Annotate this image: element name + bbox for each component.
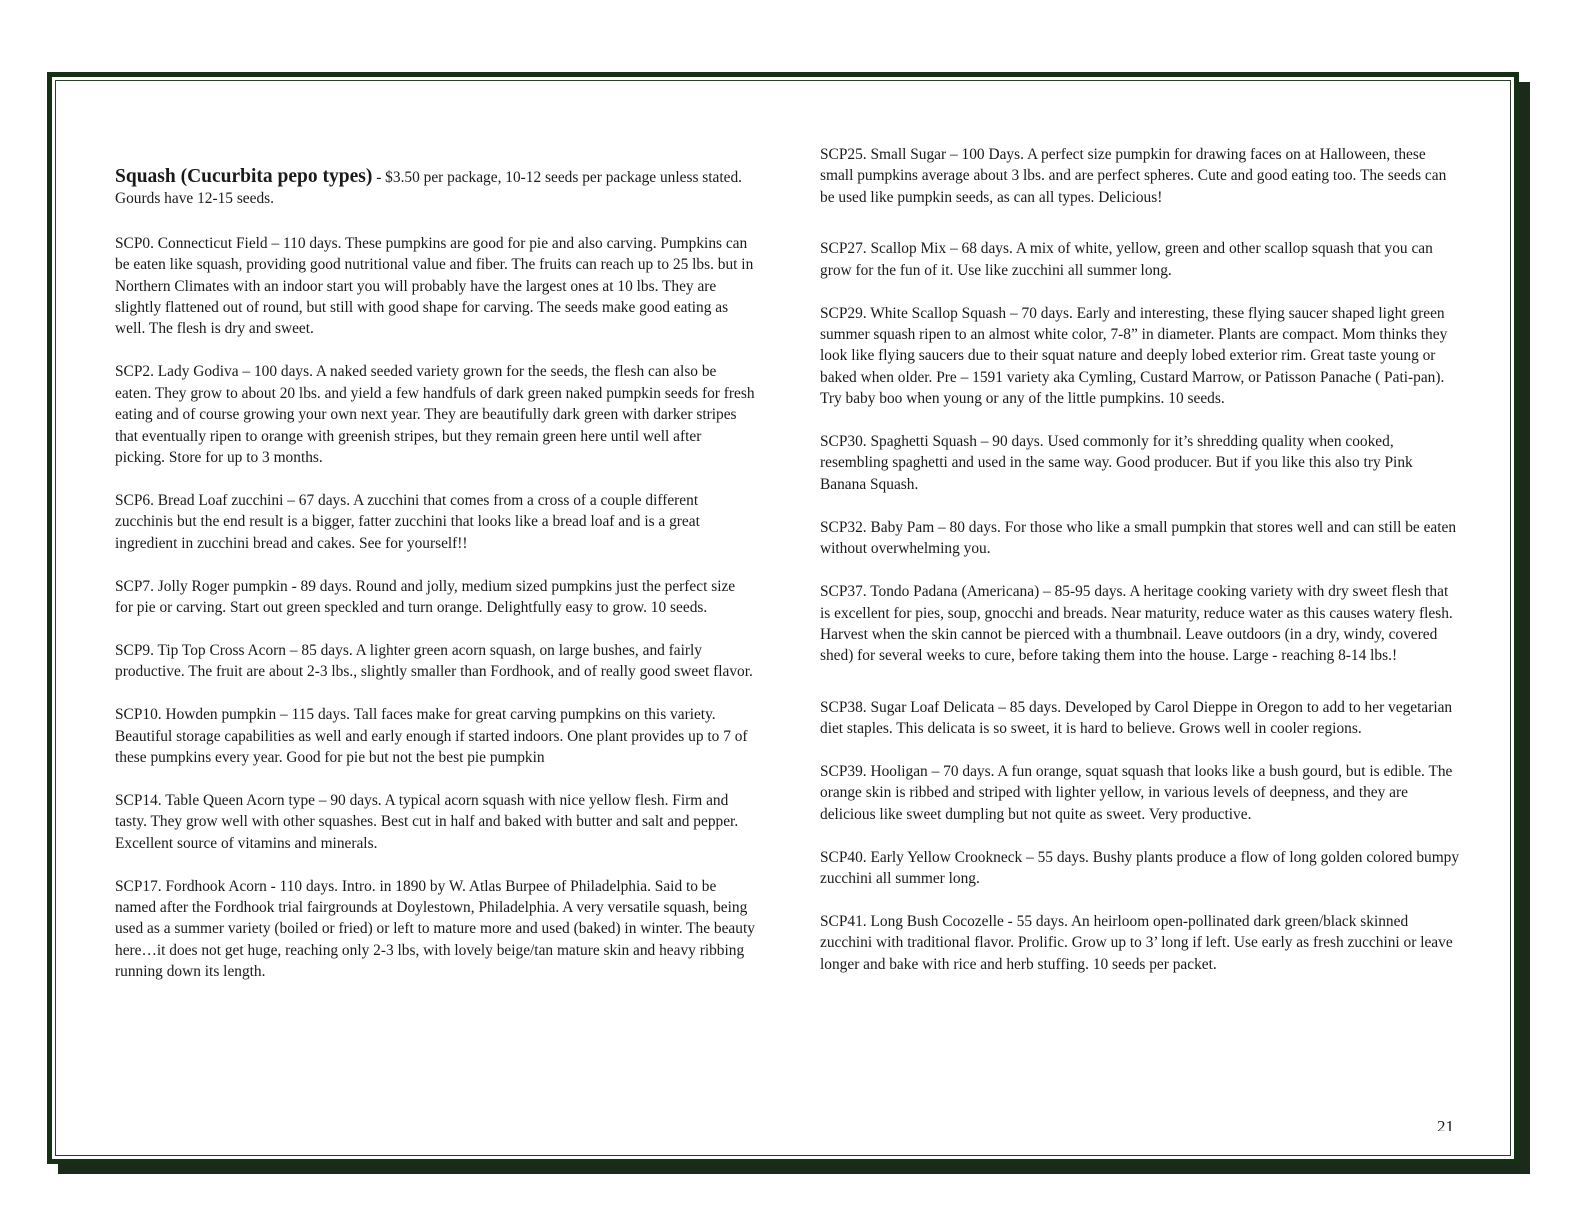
seed-entry-scp27: SCP27. Scallop Mix – 68 days. A mix of white, yellow, green and other scallop squash that you can grow for the fun of it. Use like zucchini all summer long. — [820, 240, 1433, 279]
seed-entry-scp32: SCP32. Baby Pam – 80 days. For those who like a small pumpkin that stores well and can still be eaten without overwhelming you. — [820, 518, 1457, 558]
seed-entry-scp41: SCP41. Long Bush Cocozelle - 55 days. An heirloom open-pollinated dark green/black skinned zucchini with traditional flavor. Prolific. Grow up to 3’ long if left. Use early as fresh zucchini or leave longer and bake with rice and herb stuffing. 10 seeds per packet. — [820, 913, 1453, 973]
seed-entry-scp7: SCP7. Jolly Roger pumpkin - 89 days. Round and jolly, medium sized pumpkins just the perfect size for pie or carving. Start out green speckled and turn orange. Delightfully easy to grow. 10 seeds. — [115, 577, 736, 616]
seed-entry-scp2: SCP2. Lady Godiva – 100 days. A naked seeded variety grown for the seeds, the flesh can also be eaten. They grow to about 20 lbs. and yield a few handfuls of dark green naked pumpkin seeds for fresh eating and of course growing your own next year. They are beautifully dark green with darker stripes that eventually ripen to orange with greenish stripes, but they remain green here until well after picking. Store for up to 3 months. — [115, 363, 755, 466]
section-heading — [115, 166, 755, 210]
seed-entry-scp29: SCP29. White Scallop Squash – 70 days. Early and interesting, these flying saucer shaped light green summer squash ripen to an almost white color, 7-8” in diameter. Plants are compact. Mom thinks they look like flying saucers due to their squat nature and deeply lobed exterior rim. Great taste young or baked when older. Pre – 1591 variety aka Cymling, Custard Marrow, or Patisson Panache ( Pati-pan). Try baby boo when young or any of the little pumpkins. 10 seeds. — [820, 304, 1448, 408]
seed-entry-scp9: SCP9. Tip Top Cross Acorn – 85 days. A lighter green acorn squash, on large bushes, and fairly productive. The fruit are about 2-3 lbs., slightly smaller than Fordhook, and of really good sweet flavor. — [115, 641, 753, 681]
section-subtitle: - $3.50 per package, 10-12 seeds per package unless stated. Gourds have 12-15 seeds. — [115, 169, 743, 208]
seed-entry-scp37: SCP37. Tondo Padana (Americana) – 85-95 days. A heritage cooking variety with dry sweet flesh that is excellent for pies, soup, gnocchi and breads. Near maturity, reduce water as this causes watery flesh. Harvest when the skin cannot be pierced with a thumbnail. Leave outdoors (in a dry, windy, covered shed) for several weeks to cure, before taking them into the house. Large - reaching 8-14 lbs.! — [820, 583, 1453, 665]
seed-entry-scp40: SCP40. Early Yellow Crookneck – 55 days. Bushy plants produce a flow of long golden colored bumpy zucchini all summer long. — [820, 848, 1460, 888]
seed-entry-scp30: SCP30. Spaghetti Squash – 90 days. Used commonly for it’s shredding quality when cooked, resembling spaghetti and used in the same way. Good producer. But if you like this also try Pink Banana Squash. — [820, 433, 1413, 493]
right-column — [820, 144, 1460, 997]
seed-entry-scp17: SCP17. Fordhook Acorn - 110 days. Intro. in 1890 by W. Atlas Burpee of Philadelphia. Said to be named after the Fordhook trial fairgrounds at Doylestown, Philadelphia. A very versatile squash, being used as a summer variety (boiled or fried) or left to mature more and used (baked) in winter. The beauty here…it does not get huge, reaching only 2-3 lbs, with lovely beige/tan mature skin and heavy ribbing running down its length. — [115, 877, 755, 981]
section-title: Squash (Cucurbita pepo types) — [115, 166, 373, 187]
seed-entry-scp25: SCP25. Small Sugar – 100 Days. A perfect size pumpkin for drawing faces on at Halloween, these small pumpkins average about 3 lbs. and are perfect spheres. Cute and good eating too. The seeds can be used like pumpkin seeds, as can all types. Delicious! — [820, 146, 1447, 206]
page-number: 21 — [1437, 1117, 1454, 1131]
seed-entry-scp38: SCP38. Sugar Loaf Delicata – 85 days. Developed by Carol Dieppe in Oregon to add to her vegetarian diet staples. This delicata is so sweet, it is hard to believe. Grows well in cooler regions. — [820, 698, 1453, 738]
seed-entry-scp39: SCP39. Hooligan – 70 days. A fun orange, squat squash that looks like a bush gourd, but is edible. The orange skin is ribbed and striped with lighter yellow, in various levels of deepness, and they are delicious like sweet dumpling but not quite as sweet. Very productive. — [820, 763, 1453, 823]
seed-entry-scp6: SCP6. Bread Loaf zucchini – 67 days. A zucchini that comes from a cross of a couple different zucchinis but the end result is a bigger, fatter zucchini that looks like a bread loaf and is a great ingredient in zucchini bread and cakes. See for yourself!! — [115, 491, 700, 552]
seed-entry-scp14: SCP14. Table Queen Acorn type – 90 days. A typical acorn squash with nice yellow flesh. Firm and tasty. They grow well with other squashes. Best cut in half and baked with butter and salt and pepper. Excellent source of vitamins and minerals. — [115, 791, 739, 852]
seed-entry-scp0: SCP0. Connecticut Field – 110 days. These pumpkins are good for pie and also carving. Pumpkins can be eaten like squash, providing good nutritional value and fiber. The fruits can reach up to 25 lbs. but in Northern Climates with an indoor start you will probably have the largest ones at 10 lbs. They are slightly flattened out of round, but still with good shape for carving. The seeds make good eating as well. The flesh is dry and sweet. — [115, 234, 754, 338]
seed-entry-scp10: SCP10. Howden pumpkin – 115 days. Tall faces make for great carving pumpkins on this variety. Beautiful storage capabilities as well and early enough if started indoors. One plant provides up to 7 of these pumpkins every year. Good for pie but not the best pie pumpkin — [115, 706, 748, 767]
left-column — [115, 166, 755, 1004]
